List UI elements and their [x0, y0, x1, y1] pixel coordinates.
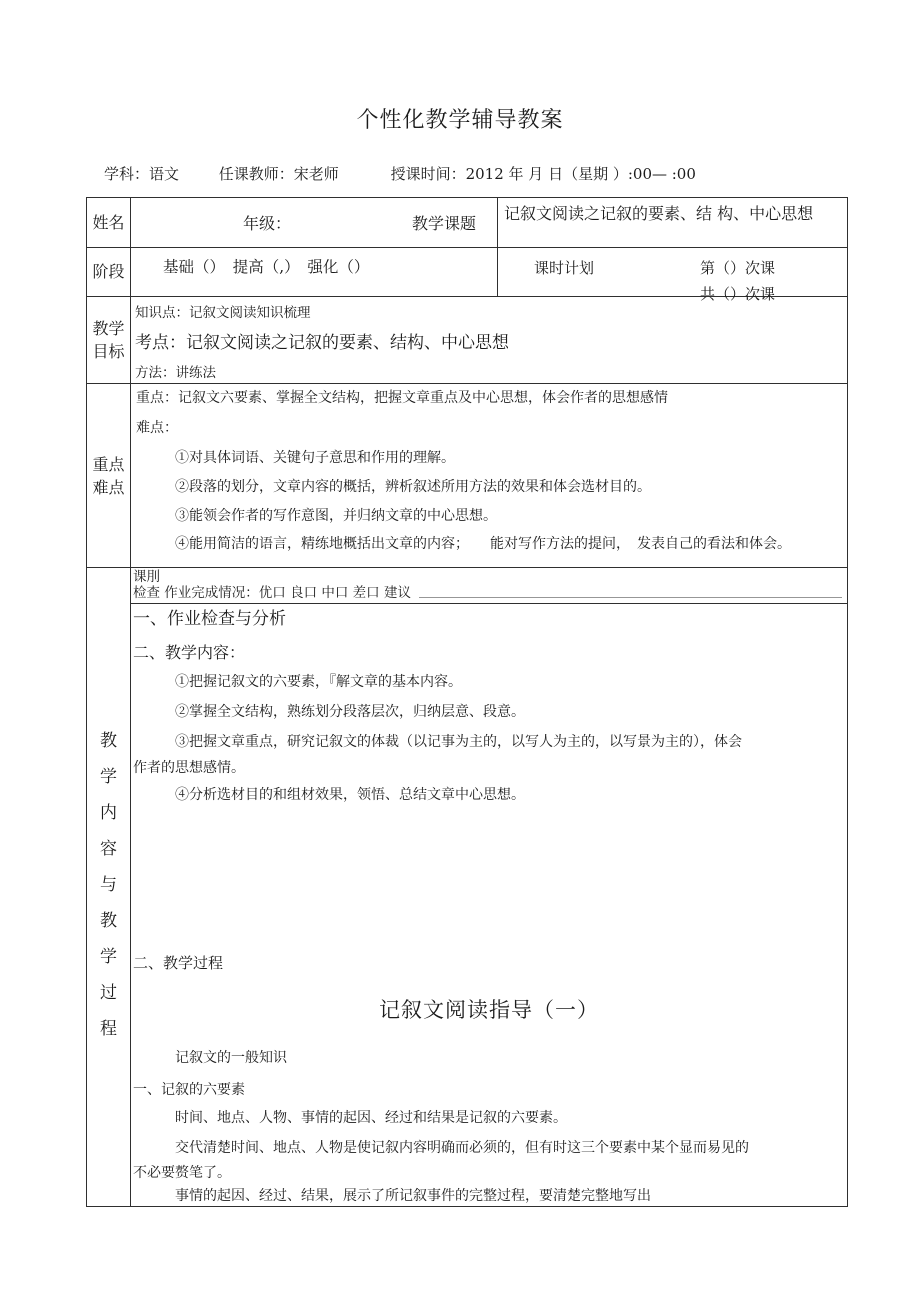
process-label-char: 学 — [100, 767, 117, 787]
table-row-keypoints — [87, 384, 847, 568]
general-knowledge-line: 不必要赘笔了。 — [133, 1165, 231, 1181]
precheck-line2-row — [133, 585, 847, 601]
topic-header-label: 教学课题 — [412, 213, 477, 233]
content-item: ②掌握全文结构，熟练划分段落层次，归纳层意、段意。 — [175, 704, 525, 720]
table-row-process — [87, 568, 847, 1206]
page-title: 个性化教学辅导教案 — [356, 108, 564, 133]
reading-guide-title: 记叙文阅读指导（一） — [379, 998, 599, 1022]
suggestion-blank-line — [419, 585, 842, 598]
document-meta-line — [104, 163, 696, 184]
stage-label: 阶段 — [92, 262, 125, 282]
general-knowledge-line: 一、记叙的六要素 — [133, 1082, 245, 1098]
stage-header-cell — [87, 248, 131, 296]
process-header-cell — [87, 568, 131, 1206]
precheck-line1: 课刖 — [133, 569, 160, 585]
stage-options-cell — [131, 248, 498, 296]
teaching-process-heading: 二、教学过程 — [133, 954, 224, 972]
goals-label-line1: 教学 — [92, 318, 125, 338]
grade-cell — [131, 198, 498, 247]
precheck-line2: 检查 作业完成情况：优口 良口 中口 差口 建议 — [133, 585, 411, 601]
keypoint-line: ②段落的划分，文章内容的概括，辨析叙述所用方法的效果和体会选材目的。 — [175, 479, 651, 496]
name-header-cell — [87, 198, 131, 247]
keypoints-header-cell — [87, 384, 131, 567]
content-item-wrap: 作者的思想感情。 — [133, 760, 245, 776]
homework-check-heading: 一、作业检查与分析 — [133, 609, 286, 629]
general-knowledge-line: 时间、地点、人物、事情的起因、经过和结果是记叙的六要素。 — [175, 1110, 567, 1126]
knowledge-point: 知识点：记叙文阅读知识梳理 — [135, 304, 311, 321]
keypoints-content-cell — [131, 384, 847, 567]
process-label-char: 教 — [100, 731, 117, 751]
plan-total: 共（）次课 — [699, 284, 775, 303]
subject-label: 学科：语文 — [104, 165, 180, 183]
exam-point: 考点：记叙文阅读之记叙的要素、结构、中心思想 — [135, 332, 509, 353]
stage-options: 基础（） 提高（,） 强化（） — [163, 257, 370, 276]
keypoint-line: 难点： — [136, 420, 178, 437]
grade-label: 年级： — [243, 213, 292, 233]
process-label-char: 程 — [100, 1019, 117, 1039]
goals-header-cell — [87, 297, 131, 383]
keypoints-label-line2: 难点 — [92, 477, 125, 497]
process-label-char: 与 — [100, 875, 117, 895]
keypoint-line: 重点：记叙文六要素、掌握全文结构，把握文章重点及中心思想，体会作者的思想感情 — [136, 390, 668, 407]
general-knowledge-line: 交代清楚时间、地点、人物是使记叙内容明确而必须的，但有时这三个要素中某个显而易见的 — [175, 1140, 749, 1156]
teaching-content-heading: 二、教学内容： — [133, 643, 246, 662]
process-label-char: 过 — [100, 983, 117, 1003]
name-label: 姓名 — [92, 212, 125, 232]
keypoint-line: ④能用简洁的语言，精练地概括出文章的内容； 能对写作方法的提问， 发表自己的看法和体会。 — [175, 536, 791, 553]
pre-class-check-block — [131, 568, 847, 604]
process-label-char: 学 — [100, 947, 117, 967]
table-row-goals — [87, 297, 847, 384]
lesson-plan-table — [86, 197, 848, 1207]
plan-count — [699, 248, 775, 303]
process-label-char: 内 — [100, 803, 117, 823]
content-item: ③把握文章重点，研究记叙文的体裁（以记事为主的，以写人为主的，以写景为主的），体会 — [175, 734, 742, 750]
keypoint-line: ①对具体词语、关键句子意思和作用的理解。 — [175, 450, 455, 467]
content-item: ①把握记叙文的六要素，『解文章的基本内容。 — [175, 674, 462, 690]
table-row-stage — [87, 248, 847, 303]
process-label-char: 教 — [100, 911, 117, 931]
general-knowledge-line: 记叙文的一般知识 — [175, 1050, 287, 1066]
plan-label: 课时计划 — [534, 258, 595, 277]
plan-cell — [498, 248, 847, 303]
topic-value-cell — [498, 198, 847, 247]
goals-label-line2: 目标 — [92, 341, 125, 361]
goals-content-cell — [131, 297, 847, 383]
process-label-char: 容 — [100, 839, 117, 859]
keypoints-label-line1: 重点 — [92, 454, 125, 474]
topic-value: 记叙文阅读之记叙的要素、结 构、中心思想 — [504, 204, 814, 223]
process-content-cell — [131, 568, 847, 1206]
plan-first: 第（）次课 — [699, 258, 775, 277]
content-item: ④分析选材目的和组材效果，领悟、总结文章中心思想。 — [175, 787, 525, 803]
table-row-name — [87, 198, 847, 248]
teacher-label: 任课教师：宋老师 — [218, 165, 339, 183]
class-time-label: 授课时间：2012 年 月 日（星期 ）:00— :00 — [390, 165, 696, 183]
method-line: 方法：讲练法 — [135, 364, 216, 381]
keypoint-line: ③能领会作者的写作意图，并归纳文章的中心思想。 — [175, 508, 497, 525]
general-knowledge-line-clipped: 事情的起因、经过、结果，展示了所记叙事件的完整过程，要清楚完整地写出 — [175, 1188, 651, 1204]
